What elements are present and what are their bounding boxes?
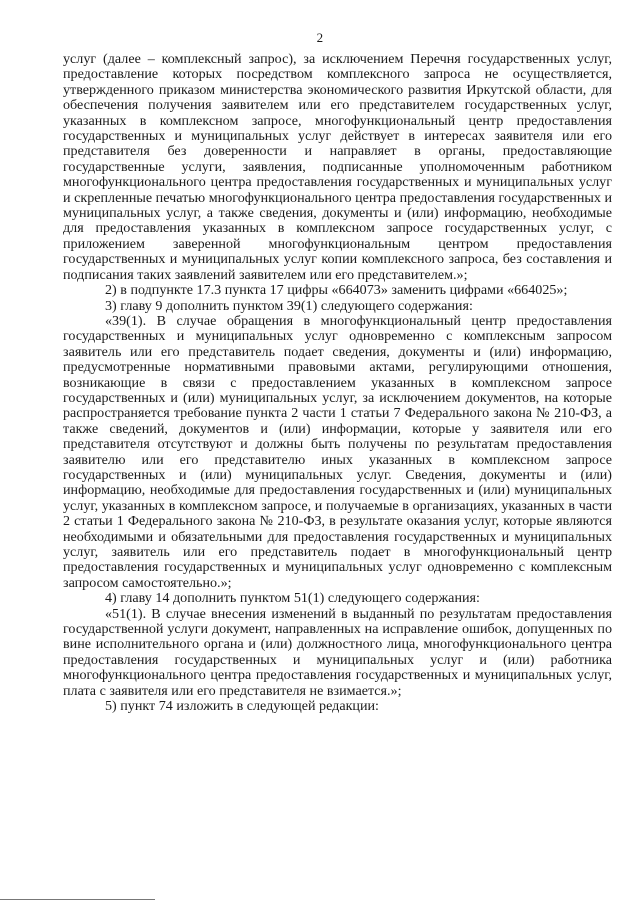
footer-divider xyxy=(0,899,155,900)
paragraph-6: «51(1). В случае внесения изменений в выданный по результатам предоставления государственной услуги документ, направленных на исправление ошибок, допущенных по вине исполнительного органа и (или) должностного лица, многофункционального центра предоставления государственных и муниципальных услуг и (или) работника многофункционального центра предоставления государственных и муниципальных услуг, плата с заявителя или его представителя не взимается.»; xyxy=(63,605,612,699)
document-body xyxy=(63,52,612,714)
paragraph-5: 4) главу 14 дополнить пунктом 51(1) следующего содержания: xyxy=(105,590,480,607)
paragraph-2: 2) в подпункте 17.3 пункта 17 цифры «664073» заменить цифрами «664025»; xyxy=(105,282,568,299)
paragraph-3: 3) главу 9 дополнить пунктом 39(1) следующего содержания: xyxy=(105,297,473,314)
paragraph-7: 5) пункт 74 изложить в следующей редакции: xyxy=(105,698,379,715)
paragraph-1: услуг (далее – комплексный запрос), за исключением Перечня государственных услуг, предоставление которых посредством комплексного запроса не осуществляется, утвержденного приказом министерства экономического развития Иркутской области, для обеспечения получения заявителем или его представителем государственных услуг, указанных в комплексном запросе, многофункциональный центр предоставления государственных и муниципальных услуг действует в интересах заявителя или его представителя без доверенности и направляет в органы, предоставляющие государственные услуги, заявления, подписанные уполномоченным работником многофункционального центра предоставления государственных и муниципальных услуг и скрепленные печатью многофункционального центра предоставления государственных и муниципальных услуг, а также сведения, документы и (или) информацию, необходимые для предоставления указанных в комплексном запросе государственных услуг, с приложением заверенной многофункциональным центром предоставления государственных и муниципальных услуг копии комплексного запроса, без составления и подписания таких заявлений заявителем или его представителем.»; xyxy=(63,51,612,283)
page-number: 2 xyxy=(316,30,324,45)
paragraph-4: «39(1). В случае обращения в многофункциональный центр предоставления государственных и муниципальных услуг одновременно с комплексным запросом заявитель или его представитель подает сведения, документы и (или) информацию, предусмотренные нормативными правовыми актами, регулирующими отношения, возникающие в связи с предоставлением указанных в комплексном запросе государственных и (или) муниципальных услуг, за исключением документов, на которые распространяется требование пункта 2 части 1 статьи 7 Федерального закона № 210-ФЗ, а также сведений, документов и (или) информации, которые у заявителя или его представителя отсутствуют и должны быть получены по результатам предоставления заявителю или его представителю иных указанных в комплексном запросе государственных и (или) муниципальных услуг. Сведения, документы и (или) информацию, необходимые для предоставления государственных и (или) муниципальных услуг, указанных в комплексном запросе, и получаемые в организациях, указанных в части 2 статьи 1 Федерального закона № 210-ФЗ, в результате оказания услуг, которые являются необходимыми и обязательными для предоставления государственных и муниципальных услуг, заявитель или его представитель подает в многофункциональный центр предоставления государственных и муниципальных услуг одновременно с комплексным запросом самостоятельно.»; xyxy=(63,312,612,591)
